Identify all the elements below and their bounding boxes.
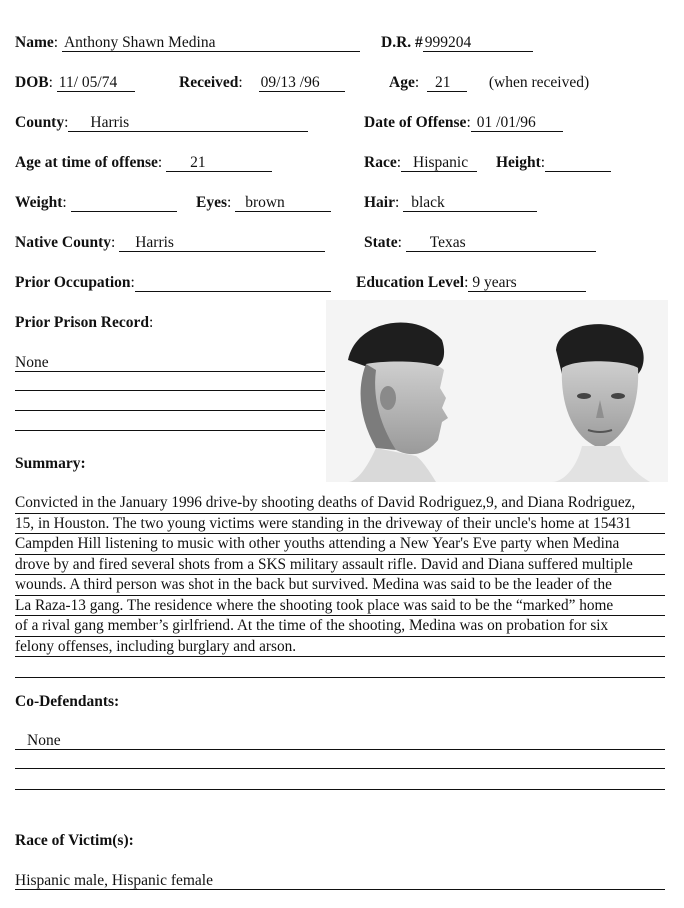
county-field: County: Harris	[15, 114, 308, 132]
race-of-victims-value-line	[15, 872, 665, 890]
age-at-offense-label: Age at time of offense	[15, 154, 158, 171]
summary-line: Campden Hill listening to music with other youths attending a New Year's Eve party when Medina	[15, 534, 665, 555]
dr-value: 999204	[424, 34, 472, 51]
prior-occupation-label: Prior Occupation	[15, 274, 131, 291]
hair-field: Hair: black	[364, 194, 537, 212]
prior-prison-record-value: None	[15, 354, 49, 371]
hair-label: Hair	[364, 194, 395, 211]
summary-line: drove by and fired several shots from a SKS military assault rifle. David and Diana suffered multiple	[15, 555, 665, 576]
age-value: 21	[435, 74, 451, 91]
mugshot-photo	[326, 300, 668, 482]
state-field: State: Texas	[364, 234, 596, 252]
dob-label: DOB	[15, 74, 49, 91]
weight-value	[71, 194, 73, 211]
co-defendants-heading: Co-Defendants:	[15, 693, 120, 710]
age-at-offense-field: Age at time of offense: 21	[15, 154, 272, 172]
county-value: Harris	[90, 114, 130, 131]
race-value: Hispanic	[413, 154, 469, 171]
education-level-label: Education Level	[356, 274, 465, 291]
mugshot-image	[326, 300, 668, 482]
co-defendants-value: None	[27, 732, 61, 749]
age-label: Age	[389, 74, 415, 91]
summary-line-blank	[15, 657, 665, 678]
dob-field: DOB: 11/ 05/74	[15, 74, 135, 92]
native-county-value: Harris	[135, 234, 174, 251]
race-of-victims-value: Hispanic male, Hispanic female	[15, 872, 213, 889]
prior-occupation-value	[135, 274, 137, 291]
native-county-label: Native County	[15, 234, 112, 251]
weight-field: Weight:	[15, 194, 177, 212]
when-received-note: (when received)	[488, 74, 590, 91]
blank-line	[15, 768, 665, 769]
blank-line	[15, 410, 325, 411]
race-of-victims-heading: Race of Victim(s):	[15, 832, 134, 849]
height-label: Height	[496, 154, 541, 171]
prior-occupation-field: Prior Occupation:	[15, 274, 331, 292]
dr-label: D.R. #	[381, 34, 423, 51]
age-at-offense-value: 21	[190, 154, 206, 171]
prior-prison-record-heading: Prior Prison Record:	[15, 314, 154, 331]
received-value: 09/13 /96	[260, 74, 320, 91]
native-county-field: Native County: Harris	[15, 234, 325, 252]
blank-line	[15, 789, 665, 790]
co-defendants-value-line	[15, 732, 665, 750]
summary-line: of a rival gang member’s girlfriend. At the time of the shooting, Medina was on probation for six	[15, 616, 665, 637]
state-value: Texas	[429, 234, 466, 251]
summary-line: felony offenses, including burglary and arson.	[15, 637, 665, 658]
summary-line: Convicted in the January 1996 drive-by shooting deaths of David Rodriguez,9, and Diana Rodriguez,	[15, 493, 665, 514]
name-label: Name	[15, 34, 54, 51]
state-label: State	[364, 234, 398, 251]
prior-prison-record-label: Prior Prison Record	[15, 314, 150, 331]
dob-value: 11/ 05/74	[58, 74, 118, 91]
prior-prison-record-value-line	[15, 354, 325, 372]
eyes-label: Eyes	[196, 194, 227, 211]
weight-label: Weight	[15, 194, 63, 211]
race-field: Race: Hispanic	[364, 154, 477, 172]
date-of-offense-value: 01 /01/96	[476, 114, 536, 131]
education-level-value: 9 years	[472, 274, 517, 291]
date-of-offense-field: Date of Offense: 01 /01/96	[364, 114, 563, 132]
height-value	[545, 154, 547, 171]
education-level-field: Education Level: 9 years	[356, 274, 586, 292]
summary-line: La Raza-13 gang. The residence where the shooting took place was said to be the “marked” home	[15, 596, 665, 617]
blank-line	[15, 390, 325, 391]
summary-line: 15, in Houston. The two young victims were standing in the driveway of their uncle's home at 15431	[15, 514, 665, 535]
name-field: Name: Anthony Shawn Medina	[15, 34, 360, 52]
summary-text	[15, 493, 665, 678]
county-label: County	[15, 114, 65, 131]
age-field: Age: 21 (when received)	[389, 74, 590, 91]
name-value: Anthony Shawn Medina	[63, 34, 216, 51]
summary-line: wounds. A third person was shot in the back but survived. Medina was said to be the leader of the	[15, 575, 665, 596]
received-label: Received	[179, 74, 239, 91]
height-field: Height:	[496, 154, 611, 172]
eyes-value: brown	[245, 194, 285, 211]
summary-heading: Summary:	[15, 455, 86, 472]
hair-value: black	[411, 194, 445, 211]
received-field: Received: 09/13 /96	[179, 74, 345, 92]
date-of-offense-label: Date of Offense	[364, 114, 467, 131]
eyes-field: Eyes: brown	[196, 194, 331, 212]
dr-field	[381, 34, 533, 52]
race-label: Race	[364, 154, 397, 171]
blank-line	[15, 430, 325, 431]
